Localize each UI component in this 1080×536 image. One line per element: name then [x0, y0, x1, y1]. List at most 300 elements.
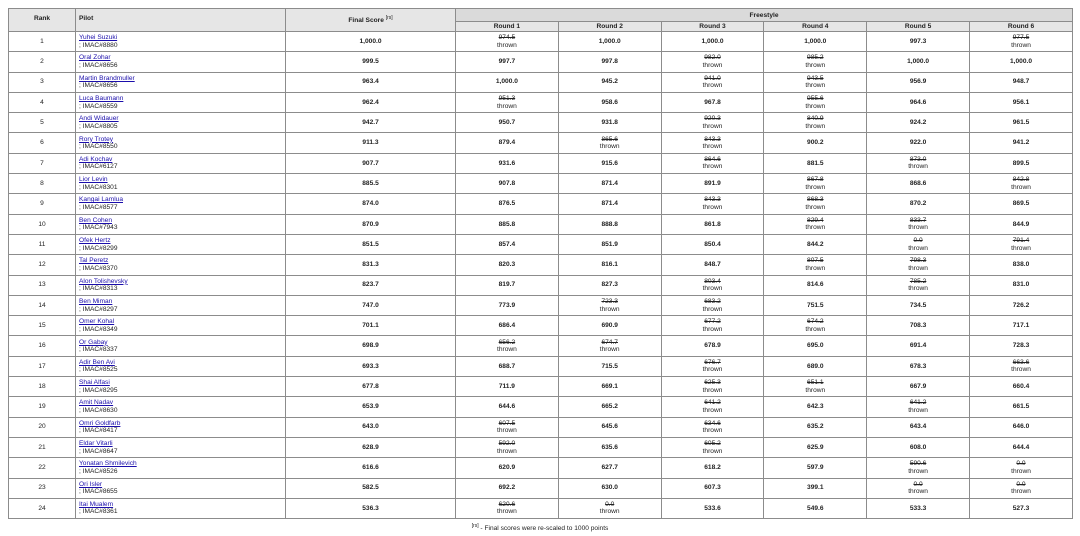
pilot-id: ; IMAC#8577 [79, 204, 118, 212]
round-score-cell [661, 397, 764, 417]
pilot-name-link[interactable]: Shai Alfasi [79, 379, 110, 387]
pilot-name-link[interactable]: Ben Cohen [79, 216, 112, 224]
table-row [9, 52, 1073, 72]
round-score-cell [661, 174, 764, 194]
round-score-cell [661, 275, 764, 295]
round-score: 715.5 [601, 362, 618, 370]
round-score-cell [764, 356, 867, 376]
round-score-cell [764, 32, 867, 52]
final-score-cell: 701.1 [286, 316, 456, 336]
table-row [9, 113, 1073, 133]
round-score-cell [456, 32, 559, 52]
thrown-score: 663.6 [1012, 358, 1030, 366]
thrown-score: 873.0 [909, 155, 927, 163]
pilot-cell [76, 72, 286, 92]
round-score-cell [764, 377, 867, 397]
thrown-label: thrown [805, 325, 826, 333]
round-score: 885.8 [498, 220, 516, 228]
round-score: 678.3 [909, 362, 927, 370]
table-row [9, 92, 1073, 112]
rank-cell: 2 [9, 52, 76, 72]
rank-cell: 12 [9, 255, 76, 275]
thrown-score: 833.7 [909, 216, 927, 224]
final-score-cell: 582.5 [286, 478, 456, 498]
pilot-id: ; IMAC#8526 [79, 467, 118, 475]
rank-cell: 15 [9, 316, 76, 336]
round-score-cell [456, 478, 559, 498]
rank-cell: 6 [9, 133, 76, 153]
thrown-label: thrown [497, 346, 517, 354]
thrown-label: thrown [702, 305, 723, 313]
round-score-cell [764, 275, 867, 295]
final-score-cell: 870.9 [286, 214, 456, 234]
round-score: 597.9 [807, 464, 824, 472]
round-score-cell [867, 458, 970, 478]
thrown-score: 982.0 [704, 54, 721, 62]
thrown-label: thrown [702, 366, 723, 374]
rank-cell: 14 [9, 295, 76, 315]
round-score-cell [969, 458, 1072, 478]
rank-cell: 9 [9, 194, 76, 214]
footnote [0, 523, 1080, 532]
round-score-cell [456, 153, 559, 173]
round-score: 945.2 [601, 78, 618, 86]
thrown-score: 0.0 [913, 480, 923, 488]
thrown-score: 625.3 [704, 379, 721, 387]
round-score-cell [661, 417, 764, 437]
round-score: 869.5 [1012, 200, 1030, 208]
pilot-name-link[interactable]: Tal Peretz [79, 257, 109, 265]
round-score-cell [867, 133, 970, 153]
round-score-cell [558, 397, 661, 417]
round-score: 820.3 [498, 261, 516, 269]
round-score: 956.1 [1012, 98, 1030, 106]
round-score-cell [456, 275, 559, 295]
thrown-score: 683.2 [704, 297, 721, 305]
final-score-cell: 823.7 [286, 275, 456, 295]
thrown-label: thrown [908, 406, 928, 414]
table-header [9, 9, 1073, 32]
table-row [9, 377, 1073, 397]
pilot-id: ; IMAC#8299 [79, 244, 118, 252]
round-score: 717.1 [1012, 322, 1030, 329]
round-score: 997.8 [601, 58, 618, 66]
round-score: 827.3 [601, 281, 618, 289]
pilot-cell [76, 92, 286, 112]
round-score-cell [558, 356, 661, 376]
round-score-cell [456, 316, 559, 336]
round-score: 1,000.0 [907, 58, 930, 66]
round-score-cell [661, 113, 764, 133]
round-score-cell [764, 437, 867, 457]
round-score-cell [867, 478, 970, 498]
table-row [9, 255, 1073, 275]
round-score: 900.2 [807, 139, 824, 147]
thrown-score: 843.3 [704, 196, 721, 204]
thrown-label: thrown [1011, 183, 1031, 191]
pilot-id: ; IMAC#8559 [79, 102, 118, 110]
rank-cell: 22 [9, 458, 76, 478]
thrown-label: thrown [497, 508, 517, 516]
round-score-cell [558, 153, 661, 173]
round-score-cell [456, 377, 559, 397]
pilot-cell [76, 316, 286, 336]
pilot-id: ; IMAC#8349 [79, 325, 118, 333]
thrown-score: 620.6 [498, 500, 516, 508]
round-score-cell [661, 295, 764, 315]
table-row [9, 295, 1073, 315]
thrown-label: thrown [497, 102, 517, 110]
round-score-cell [456, 458, 559, 478]
round-score-cell [969, 356, 1072, 376]
thrown-label: thrown [702, 325, 723, 333]
final-score-cell: 942.7 [286, 113, 456, 133]
pilot-name-link[interactable]: Luca Baumann [79, 94, 124, 102]
round-score: 870.2 [909, 200, 927, 208]
round-score-cell [969, 174, 1072, 194]
round-score-cell [661, 72, 764, 92]
round-score-cell [661, 356, 764, 376]
final-score-cell: 643.0 [286, 417, 456, 437]
round-score-cell [764, 255, 867, 275]
round-score-cell [764, 234, 867, 254]
footnote-marker: [rs] [471, 523, 479, 529]
round-score-cell [558, 377, 661, 397]
round-score-cell [764, 458, 867, 478]
round-score: 635.2 [807, 423, 824, 431]
round-score: 644.6 [498, 403, 516, 411]
round-score-cell [558, 458, 661, 478]
round-score: 1,000.0 [804, 37, 827, 45]
thrown-score: 803.4 [704, 277, 721, 285]
round-score-cell [558, 275, 661, 295]
thrown-label: thrown [805, 122, 826, 130]
round-score-cell [558, 194, 661, 214]
round-score-cell [558, 133, 661, 153]
thrown-label: thrown [908, 224, 928, 232]
round-score: 838.0 [1012, 261, 1030, 269]
pilot-cell [76, 377, 286, 397]
round-score: 888.8 [601, 220, 618, 228]
table-row [9, 478, 1073, 498]
pilot-name-link[interactable]: Omer Kohal [79, 318, 115, 326]
round-score-cell [969, 133, 1072, 153]
final-score-cell: 831.3 [286, 255, 456, 275]
pilot-name-link[interactable]: Andi Widauer [79, 115, 119, 123]
pilot-name-link[interactable]: Ben Miman [79, 297, 113, 305]
thrown-score: 829.4 [807, 216, 824, 224]
round-score-cell [969, 336, 1072, 356]
pilot-cell [76, 498, 286, 518]
final-score-cell: 1,000.0 [286, 32, 456, 52]
pilot-name-link[interactable]: Yonatan Shmilevich [79, 460, 137, 468]
pilot-name-link[interactable]: Or Gabay [79, 338, 108, 346]
round-score: 644.4 [1012, 443, 1030, 451]
round-score-cell [969, 52, 1072, 72]
thrown-label: thrown [702, 143, 723, 151]
thrown-score: 590.6 [909, 460, 927, 468]
final-score-header [286, 9, 456, 32]
table-body [9, 32, 1073, 519]
round-score: 881.5 [807, 159, 824, 167]
table-row [9, 214, 1073, 234]
round-score: 669.1 [601, 382, 618, 390]
round-score-cell [969, 437, 1072, 457]
round-score: 871.4 [601, 179, 618, 187]
thrown-score: 607.5 [498, 419, 516, 427]
round-score-cell [558, 336, 661, 356]
round-score-cell [661, 377, 764, 397]
round-score-cell [764, 214, 867, 234]
round-header: Round 3 [661, 22, 764, 32]
rank-cell: 20 [9, 417, 76, 437]
round-score-cell [867, 32, 970, 52]
thrown-label: thrown [702, 285, 723, 293]
pilot-name-link[interactable]: Alon Tolishevsky [79, 277, 128, 285]
round-score-cell [558, 417, 661, 437]
thrown-score: 974.5 [498, 34, 516, 42]
thrown-label: thrown [805, 82, 826, 90]
round-score: 711.9 [498, 382, 515, 390]
thrown-label: thrown [1011, 467, 1031, 475]
round-score-cell [661, 194, 764, 214]
round-score: 751.5 [807, 301, 824, 309]
final-score-cell: 677.8 [286, 377, 456, 397]
results-table [8, 8, 1073, 519]
pilot-id: ; IMAC#8525 [79, 366, 118, 374]
pilot-name-link[interactable]: Itai Mualem [79, 500, 114, 508]
rank-cell: 16 [9, 336, 76, 356]
round-score-cell [867, 437, 970, 457]
round-score-cell [969, 92, 1072, 112]
table-row [9, 174, 1073, 194]
round-score-cell [867, 153, 970, 173]
thrown-score: 785.2 [909, 277, 927, 285]
round-score-cell [661, 214, 764, 234]
round-score-cell [661, 316, 764, 336]
thrown-score: 605.2 [704, 439, 721, 447]
thrown-label: thrown [805, 224, 826, 232]
table-row [9, 72, 1073, 92]
pilot-name-link[interactable]: Eldar Vitarli [79, 439, 113, 447]
pilot-id: ; IMAC#8417 [79, 427, 118, 435]
pilot-cell [76, 295, 286, 315]
round-score: 399.1 [807, 484, 824, 492]
thrown-label: thrown [805, 183, 826, 191]
pilot-cell [76, 397, 286, 417]
round-score: 608.0 [909, 443, 927, 451]
round-score: 620.9 [498, 464, 516, 472]
round-score-cell [764, 153, 867, 173]
round-score: 726.2 [1012, 301, 1030, 309]
footnote-text: - Final scores were re-scaled to 1000 points [478, 525, 609, 533]
table-row [9, 133, 1073, 153]
round-score-cell [661, 133, 764, 153]
round-score-cell [969, 234, 1072, 254]
rank-cell: 17 [9, 356, 76, 376]
thrown-score: 865.6 [601, 135, 618, 143]
thrown-label: thrown [908, 467, 928, 475]
thrown-label: thrown [702, 82, 723, 90]
thrown-score: 842.8 [1012, 176, 1030, 184]
round-score: 688.7 [498, 362, 516, 370]
pilot-cell [76, 174, 286, 194]
pilot-cell [76, 113, 286, 133]
pilot-name-link[interactable]: Martin Brandmuller [79, 74, 135, 82]
round-score-cell [969, 417, 1072, 437]
round-score-cell [764, 194, 867, 214]
table-row [9, 458, 1073, 478]
pilot-name-link[interactable]: Omri Goldfarb [79, 419, 121, 427]
round-score-cell [558, 92, 661, 112]
thrown-score: 867.8 [807, 176, 824, 184]
table-row [9, 234, 1073, 254]
thrown-label: thrown [702, 122, 723, 130]
round-score-cell [969, 397, 1072, 417]
round-score-cell [969, 214, 1072, 234]
final-score-cell: 907.7 [286, 153, 456, 173]
pilot-name-link[interactable]: Adi Kochav [79, 155, 113, 163]
round-score: 997.3 [909, 37, 927, 45]
round-score-cell [558, 174, 661, 194]
pilot-name-link[interactable]: Amit Nadav [79, 399, 114, 407]
round-score-cell [456, 397, 559, 417]
table-row [9, 498, 1073, 518]
round-score: 691.4 [909, 342, 927, 350]
round-score: 627.7 [601, 464, 618, 472]
thrown-label: thrown [497, 427, 517, 435]
round-score: 876.5 [498, 200, 516, 208]
rescale-note-marker: [rs] [385, 15, 393, 22]
round-score-cell [558, 32, 661, 52]
round-score-cell [867, 113, 970, 133]
round-score: 950.7 [498, 119, 516, 127]
round-header: Round 4 [764, 22, 867, 32]
pilot-name-link[interactable]: Rory Trotey [79, 135, 114, 143]
round-score-cell [867, 52, 970, 72]
thrown-score: 798.3 [909, 257, 927, 265]
round-score-cell [867, 194, 970, 214]
round-score-cell [867, 295, 970, 315]
final-score-header-label: Final Score [348, 17, 384, 25]
round-score-cell [867, 377, 970, 397]
thrown-score: 674.2 [807, 318, 824, 326]
round-score: 871.4 [601, 200, 618, 208]
pilot-id: ; IMAC#8880 [79, 41, 118, 49]
rank-cell: 21 [9, 437, 76, 457]
thrown-score: 0.0 [605, 500, 615, 508]
round-score-cell [969, 275, 1072, 295]
thrown-label: thrown [702, 406, 723, 414]
pilot-cell [76, 52, 286, 72]
thrown-label: thrown [497, 41, 517, 49]
pilot-cell [76, 478, 286, 498]
round-score: 848.7 [704, 261, 721, 269]
round-score: 961.5 [1012, 119, 1030, 127]
round-score: 956.9 [909, 78, 927, 86]
pilot-name-link[interactable]: Adir Ben Avi [79, 358, 115, 366]
thrown-score: 676.7 [704, 358, 721, 366]
round-score-cell [456, 174, 559, 194]
pilot-id: ; IMAC#8630 [79, 406, 118, 414]
thrown-score: 920.3 [704, 115, 721, 123]
pilot-name-link[interactable]: Oral Zohar [79, 54, 111, 62]
table-row [9, 437, 1073, 457]
round-score: 958.6 [601, 98, 618, 106]
round-score: 708.3 [909, 322, 927, 329]
round-score-cell [969, 316, 1072, 336]
round-score: 922.0 [909, 139, 927, 147]
thrown-label: thrown [908, 285, 928, 293]
round-score-cell [558, 255, 661, 275]
thrown-label: thrown [805, 386, 826, 394]
pilot-name-link[interactable]: Ori Isler [79, 480, 103, 488]
rank-cell: 4 [9, 92, 76, 112]
pilot-cell [76, 336, 286, 356]
round-score: 844.9 [1012, 220, 1030, 228]
round-score-cell [867, 356, 970, 376]
round-score: 686.4 [498, 322, 516, 329]
round-score-cell [969, 194, 1072, 214]
pilot-id: ; IMAC#8361 [79, 508, 118, 516]
pilot-name-link[interactable]: Kangai Lamlua [79, 196, 123, 204]
round-score: 695.0 [807, 342, 824, 350]
round-score: 964.6 [909, 98, 927, 106]
table-row [9, 356, 1073, 376]
pilot-cell [76, 255, 286, 275]
final-score-cell: 698.9 [286, 336, 456, 356]
thrown-label: thrown [702, 447, 723, 455]
table-row [9, 194, 1073, 214]
final-score-cell: 851.5 [286, 234, 456, 254]
round-score-cell [969, 295, 1072, 315]
rank-cell: 7 [9, 153, 76, 173]
round-score: 931.8 [601, 119, 618, 127]
round-score-cell [558, 437, 661, 457]
pilot-name-link[interactable]: Yuhei Suzuki [79, 34, 118, 42]
thrown-label: thrown [908, 488, 928, 496]
round-score: 690.9 [601, 322, 618, 329]
round-score: 646.0 [1012, 423, 1030, 431]
thrown-label: thrown [702, 163, 723, 171]
thrown-label: thrown [908, 244, 928, 252]
final-score-cell: 536.3 [286, 498, 456, 518]
final-score-cell: 747.0 [286, 295, 456, 315]
final-score-cell: 962.4 [286, 92, 456, 112]
round-score-cell [867, 498, 970, 518]
thrown-score: 634.6 [704, 419, 721, 427]
round-score-cell [558, 316, 661, 336]
round-score-cell [867, 397, 970, 417]
rank-cell: 24 [9, 498, 76, 518]
round-score-cell [969, 377, 1072, 397]
round-score: 861.8 [704, 220, 721, 228]
round-score-cell [456, 92, 559, 112]
round-score-cell [456, 437, 559, 457]
round-score: 907.8 [498, 179, 516, 187]
pilot-name-link[interactable]: Ofek Hertz [79, 237, 111, 245]
final-score-cell: 693.3 [286, 356, 456, 376]
round-score-cell [867, 336, 970, 356]
round-score-cell [969, 72, 1072, 92]
round-score: 850.4 [704, 240, 721, 248]
thrown-label: thrown [1011, 41, 1031, 49]
pilot-name-link[interactable]: Lior Levin [79, 176, 108, 184]
thrown-label: thrown [805, 102, 826, 110]
round-score-cell [456, 417, 559, 437]
pilot-id: ; IMAC#8313 [79, 285, 118, 293]
round-score: 625.9 [807, 443, 824, 451]
